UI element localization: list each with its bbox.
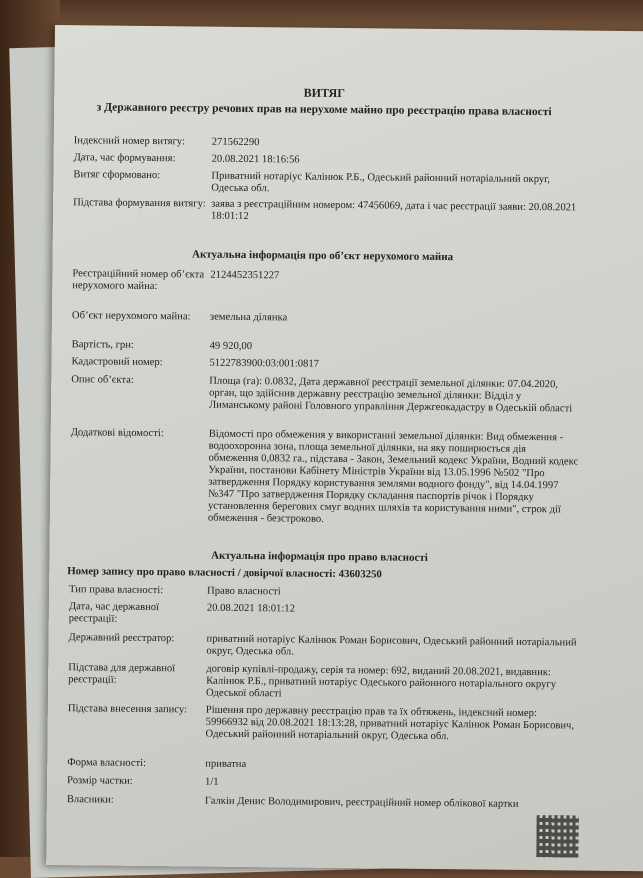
section-title-ownership: Актуальна інформація про право власності (210, 549, 428, 564)
field-label: Форма власності: (67, 757, 147, 769)
field-value: 5122783900:03:001:0817 (209, 357, 320, 370)
field-label: Додаткові відомості: (70, 427, 164, 440)
field-label: Вартість, грн: (71, 339, 134, 351)
field-label: Підстава формування витягу: (73, 197, 206, 210)
field-value: Рішення про державну реєстрацію прав та їх обтяжень, індексний номер: 59966932 від 20.08.2021 18:13:28, приватний нотаріус Калінюк Роман Борисович, Одеський районний нотаріальний округ, Одеська обл. (205, 704, 575, 743)
field-value: Відомості про обмеження у використанні земельної ділянки: Вид обмеження - водоохоронна зона, площа земельної ділянки, на яку поширюється дія обмеження 0,0832 га., підстава - Закон, Земельний кодекс України, Водний кодекс України, постанови Кабінету Міністрів України від 13.05.1996 №502 "Про затвердження Порядку користування землями водного фонду", від 14.04.1997 №347 "Про затвердження Порядку складання паспортів річок і Порядку установлення берегових смуг водних шляхів та користування ними", строк дії обмеження - безстроково. (207, 428, 579, 525)
section-title-property: Актуальна інформація про об’єкт нерухомого майна (191, 248, 454, 264)
field-label: Об’єкт нерухомого майна: (71, 310, 191, 323)
record-number: Номер запису про право власності / довірчої власності: 43603250 (67, 565, 382, 581)
qr-code-icon (536, 815, 578, 857)
document-subtitle: з Державного реєстру речових прав на нерухоме майно про реєстрацію права власності (96, 101, 552, 119)
field-value: 20.08.2021 18:01:12 (206, 602, 295, 615)
field-value: договір купівлі-продажу, серія та номер: 692, виданий 20.08.2021, видавник: Калінюк Р.Б., приватний нотаріус Одеського районного нотаріального округу Одеської області (205, 663, 557, 700)
field-label: Опис об’єкта: (71, 374, 134, 386)
field-label: Підстава для державної реєстрації: (68, 662, 176, 686)
document-title: ВИТЯГ (303, 85, 345, 101)
field-value: Приватний нотаріус Калінюк Р.Б., Одеський районний нотаріальний округ, Одеська обл. (211, 170, 551, 195)
field-value: Право власності (207, 585, 281, 598)
field-label: Підстава внесення запису: (67, 703, 188, 716)
field-value: 20.08.2021 18:16:56 (211, 153, 300, 166)
document-page (46, 25, 643, 871)
field-label: Дата, час державної реєстрації: (68, 601, 160, 625)
field-label: Індексний номер витягу: (73, 135, 185, 148)
field-value: 2124452351227 (210, 269, 280, 282)
field-label: Розмір частки: (67, 775, 133, 787)
field-value: Площа (га): 0.0832, Дата державної реєстрації земельної ділянки: 07.04.2020, орган, що здійснив державну реєстрацію земельної ділянки: Відділ у Лиманському районі Головного управління Держгеокадастру в Одеській області (208, 375, 573, 415)
field-label: Власники: (66, 794, 114, 806)
field-value: 271562290 (211, 136, 260, 149)
field-value: заява з реєстраційним номером: 47456069, дата і час реєстрації заяви: 20.08.2021 18:01:12 (210, 198, 577, 223)
field-value: Галкін Денис Володимирович, реєстраційний номер облікової картки (204, 795, 519, 810)
field-value: приватний нотаріус Калінюк Роман Борисович, Одеський районний нотаріальний округ, Одеська обл. (206, 633, 577, 658)
field-value: приватна (205, 758, 247, 771)
field-label: Реєстраційний номер об’єкта нерухомого майна: (72, 268, 205, 293)
field-label: Дата, час формування: (73, 152, 176, 165)
field-value: 49 920,00 (209, 340, 253, 353)
field-label: Державний реєстратор: (68, 632, 175, 645)
field-value: земельна ділянка (209, 311, 288, 324)
field-label: Кадастровий номер: (71, 356, 163, 369)
field-label: Тип права власності: (69, 584, 164, 597)
field-label: Витяг сформовано: (73, 169, 161, 182)
field-value: 1/1 (205, 776, 219, 788)
